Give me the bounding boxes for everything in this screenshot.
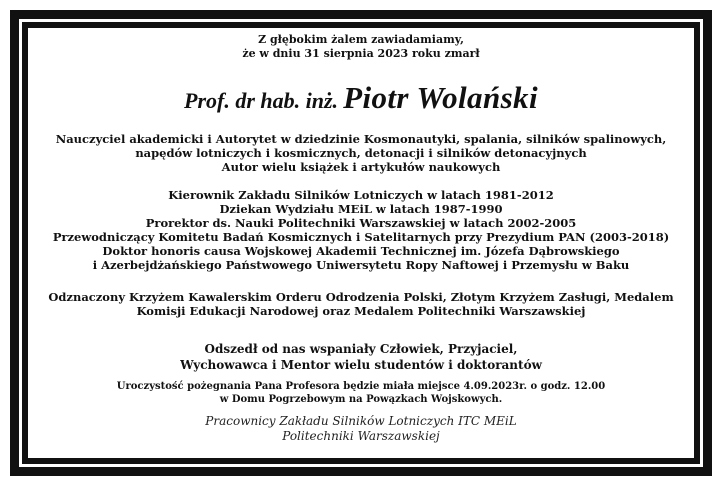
- merit-line: Nauczyciel akademicki i Autorytet w dziedzinie Kosmonautyki, spalania, silników spalinowych,: [55, 132, 667, 146]
- intro-line: że w dniu 31 sierpnia 2023 roku zmarł: [242, 47, 480, 60]
- farewell-line: Odszedł od nas wspaniały Człowiek, Przyjaciel,: [204, 342, 518, 356]
- merit-line: Autor wielu książek i artykułów naukowych: [221, 160, 501, 174]
- intro-text: [28, 33, 694, 61]
- position-line: i Azerbejdżańskiego Państwowego Uniwersytetu Ropy Naftowej i Przemysłu w Baku: [92, 258, 630, 272]
- farewell-line: Wychowawca i Mentor wielu studentów i doktorantów: [180, 358, 542, 372]
- ceremony-line: Uroczystość pożegnania Pana Profesora będzie miała miejsce 4.09.2023r. o godz. 12.00: [116, 381, 606, 392]
- position-line: Kierownik Zakładu Silników Lotniczych w latach 1981-2012: [168, 188, 554, 202]
- farewell-section: [28, 341, 694, 373]
- signature-line: Pracownicy Zakładu Silników Lotniczych ITC MEiL: [205, 414, 517, 428]
- deceased-name: Piotr Wolański: [343, 80, 538, 115]
- merit-line: napędów lotniczych i kosmicznych, detonacji i silników detonacyjnych: [135, 146, 587, 160]
- ceremony-line: w Domu Pogrzebowym na Powązkach Wojskowych.: [219, 394, 503, 405]
- academic-title: Prof. dr hab. inż.: [184, 88, 339, 113]
- position-line: Prorektor ds. Nauki Politechniki Warszawskiej w latach 2002-2005: [145, 216, 577, 230]
- intro-line: Z głębokim żalem zawiadamiamy,: [258, 33, 464, 46]
- signature-line: Politechniki Warszawskiej: [282, 429, 440, 443]
- deceased-name-heading: [28, 80, 694, 116]
- ceremony-info: [28, 380, 694, 406]
- obituary-notice: [28, 28, 694, 458]
- signature-section: [28, 414, 694, 444]
- position-line: Dziekan Wydziału MEiL w latach 1987-1990: [219, 202, 503, 216]
- award-line: Komisji Edukacji Narodowej oraz Medalem Politechniki Warszawskiej: [136, 304, 586, 318]
- award-line: Odznaczony Krzyżem Kawalerskim Orderu Odrodzenia Polski, Złotym Krzyżem Zasługi, Medalem: [48, 290, 674, 304]
- merits-section: [28, 132, 694, 174]
- positions-section: [28, 188, 694, 272]
- position-line: Doktor honoris causa Wojskowej Akademii Technicznej im. Józefa Dąbrowskiego: [102, 244, 620, 258]
- awards-section: [28, 290, 694, 318]
- position-line: Przewodniczący Komitetu Badań Kosmicznych i Satelitarnych przy Prezydium PAN (2003-2018): [52, 230, 670, 244]
